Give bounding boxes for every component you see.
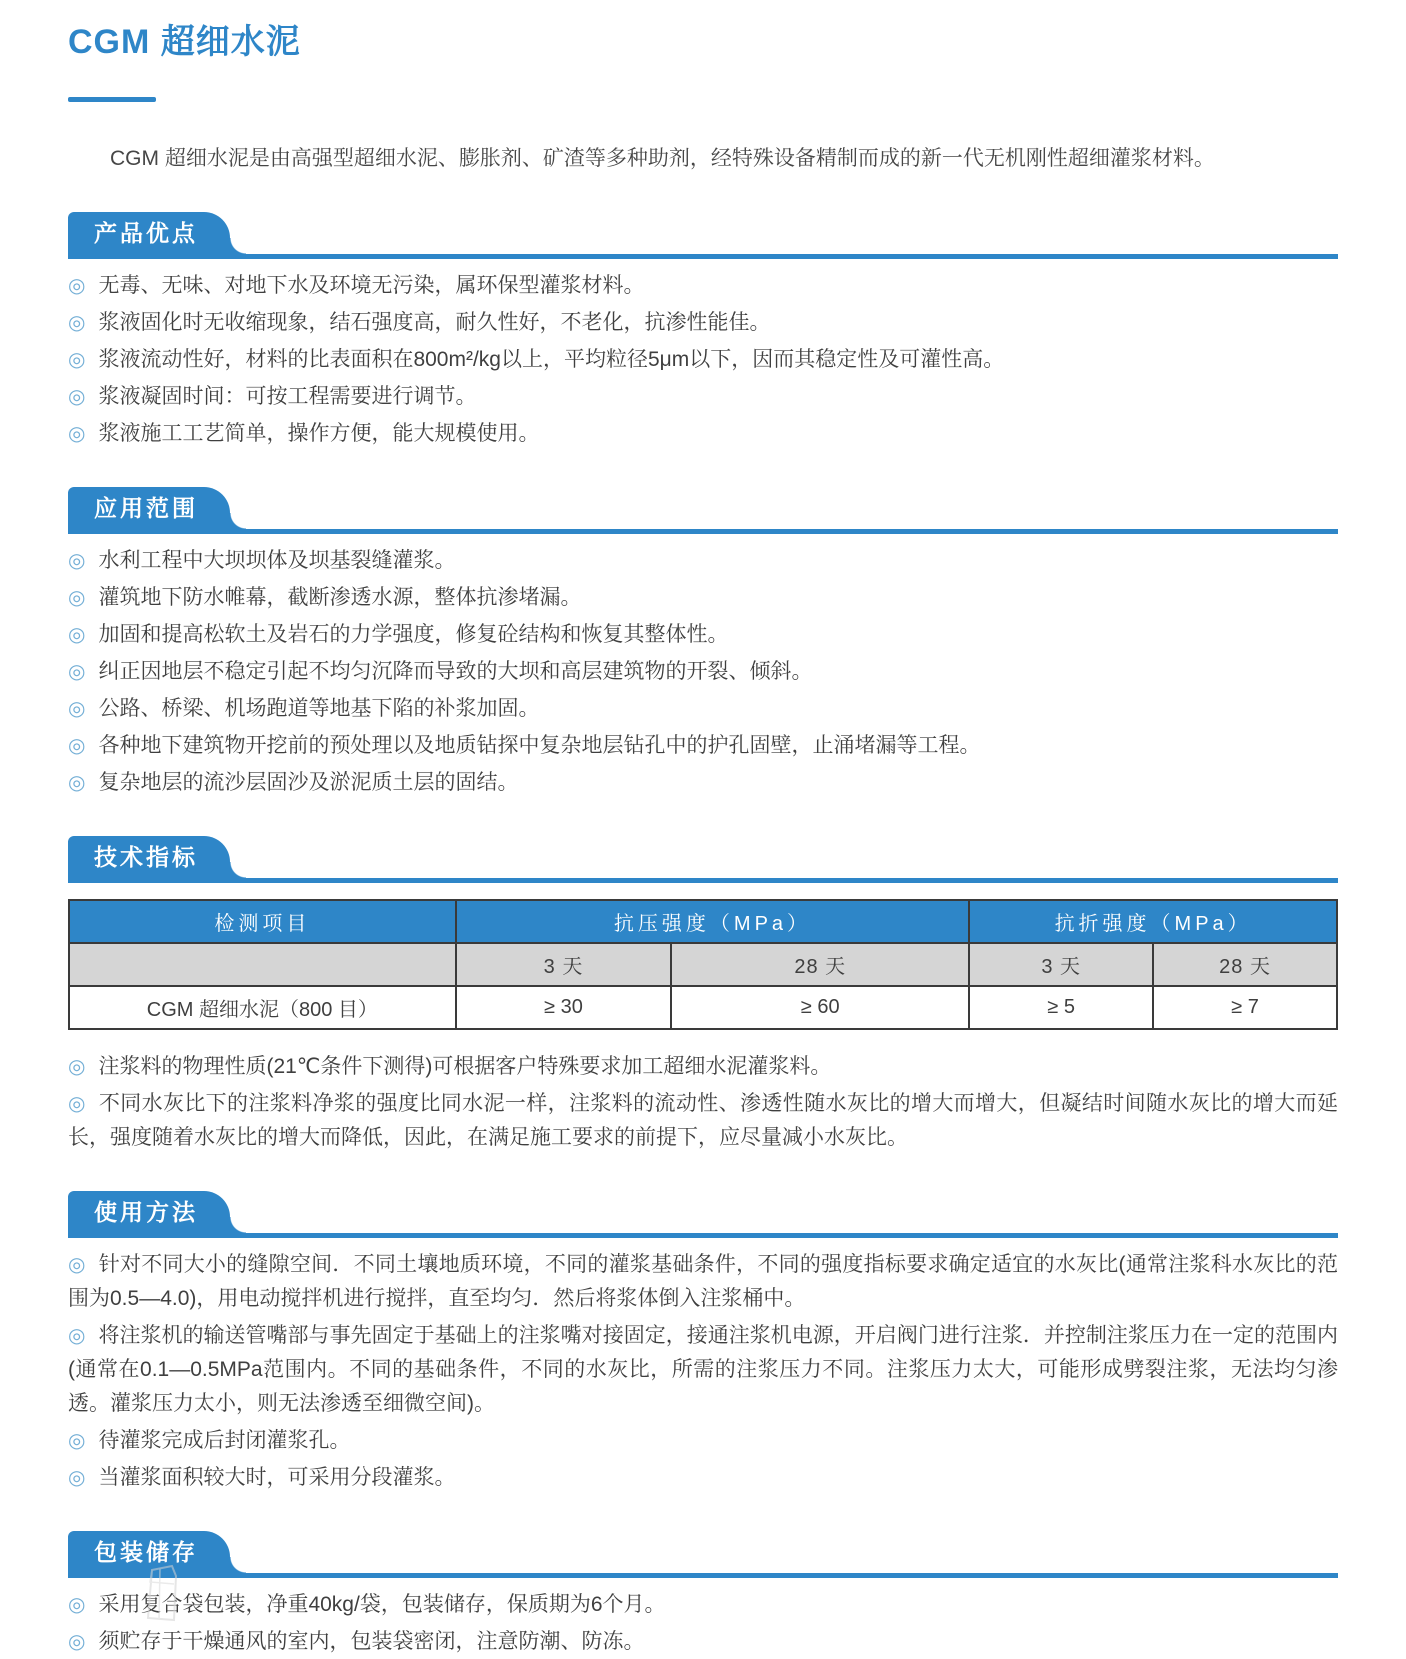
section-header-advantages — [68, 212, 1338, 259]
section-tech — [68, 836, 1338, 1155]
list-item-text: 灌筑地下防水帷幕，截断渗透水源，整体抗渗堵漏。 — [98, 585, 582, 609]
list-item — [68, 380, 1338, 414]
list-item-text: 浆液凝固时间：可按工程需要进行调节。 — [98, 384, 477, 408]
double-circle-bullet-icon: ◎ — [68, 1253, 86, 1276]
table-cell-value: ≥ 7 — [1153, 986, 1337, 1029]
section-heading-label: 技术指标 — [94, 843, 198, 870]
double-circle-bullet-icon: ◎ — [68, 1630, 86, 1653]
double-circle-bullet-icon: ◎ — [68, 274, 86, 297]
list-item — [68, 692, 1338, 726]
list-item-text: 公路、桥梁、机场跑道等地基下陷的补浆加固。 — [98, 696, 540, 720]
tech-notes-list — [68, 1050, 1338, 1155]
list-item — [68, 766, 1338, 800]
list-item-text: 各种地下建筑物开挖前的预处理以及地质钻探中复杂地层钻孔中的护孔固壁，止涌堵漏等工程。 — [98, 733, 981, 757]
double-circle-bullet-icon: ◎ — [68, 385, 86, 408]
double-circle-bullet-icon: ◎ — [68, 697, 86, 720]
double-circle-bullet-icon: ◎ — [68, 348, 86, 371]
table-subheader-row — [69, 943, 1337, 986]
list-item-text: 采用复合袋包装，净重40kg/袋，包装储存，保质期为6个月。 — [98, 1592, 666, 1616]
list-item-text: 复杂地层的流沙层固沙及淤泥质土层的固结。 — [98, 770, 519, 794]
page-title: CGM 超细水泥 — [68, 23, 301, 61]
list-item — [68, 1588, 1338, 1622]
list-item-text: 将注浆机的输送管嘴部与事先固定于基础上的注浆嘴对接固定，接通注浆机电源，开启阀门进行注浆．并控制注浆压力在一定的范围内(通常在0.1—0.5MPa范围内。不同的基础条件，不同的水灰比，所需的注浆压力不同。注浆压力太大，可能形成劈裂注浆，无法均匀渗透。灌浆压力太小，则无法渗透至细微空间)。 — [68, 1323, 1339, 1415]
packaging-list — [68, 1588, 1338, 1659]
list-item-text: 不同水灰比下的注浆料净浆的强度比同水泥一样，注浆料的流动性、渗透性随水灰比的增大而增大，但凝结时间随水灰比的增大而延长，强度随着水灰比的增大而降低，因此，在满足施工要求的前提下，应尽量减小水灰比。 — [68, 1091, 1338, 1149]
list-item — [68, 417, 1338, 451]
section-rule — [68, 254, 1338, 259]
list-item-text: 注浆料的物理性质(21℃条件下测得)可根据客户特殊要求加工超细水泥灌浆料。 — [98, 1054, 832, 1078]
section-heading-label: 包装储存 — [94, 1538, 198, 1565]
list-item — [68, 1050, 1338, 1084]
list-item — [68, 269, 1338, 303]
section-heading-label: 应用范围 — [94, 494, 198, 521]
list-item — [68, 544, 1338, 578]
table-subheader-28d: 28 天 — [671, 943, 969, 986]
list-item — [68, 1625, 1338, 1659]
section-advantages — [68, 212, 1338, 451]
double-circle-bullet-icon: ◎ — [68, 1092, 86, 1115]
section-packaging — [68, 1531, 1338, 1659]
list-item-text: 浆液固化时无收缩现象，结石强度高，耐久性好，不老化，抗渗性能佳。 — [98, 310, 771, 334]
spec-table — [68, 899, 1338, 1030]
section-header-scope — [68, 487, 1338, 534]
double-circle-bullet-icon: ◎ — [68, 660, 86, 683]
table-header-compressive-strength: 抗压强度（MPa） — [456, 900, 970, 943]
table-header-row — [69, 900, 1337, 943]
section-tab-advantages — [68, 212, 230, 254]
list-item-text: 水利工程中大坝坝体及坝基裂缝灌浆。 — [98, 548, 456, 572]
list-item — [68, 729, 1338, 763]
list-item — [68, 1248, 1338, 1316]
usage-list — [68, 1248, 1338, 1495]
advantages-list — [68, 269, 1338, 451]
list-item — [68, 618, 1338, 652]
list-item-text: 浆液施工工艺简单，操作方便，能大规模使用。 — [98, 421, 540, 445]
double-circle-bullet-icon: ◎ — [68, 771, 86, 794]
table-header-flexural-strength: 抗折强度（MPa） — [969, 900, 1337, 943]
section-header-usage — [68, 1191, 1338, 1238]
double-circle-bullet-icon: ◎ — [68, 1429, 86, 1452]
double-circle-bullet-icon: ◎ — [68, 549, 86, 572]
section-rule — [68, 529, 1338, 534]
section-heading-label: 产品优点 — [94, 219, 198, 246]
section-rule — [68, 878, 1338, 883]
list-item-text: 加固和提高松软土及岩石的力学强度，修复砼结构和恢复其整体性。 — [98, 622, 729, 646]
double-circle-bullet-icon: ◎ — [68, 734, 86, 757]
table-header-test-item: 检测项目 — [69, 900, 456, 943]
section-rule — [68, 1573, 1338, 1578]
section-usage — [68, 1191, 1338, 1495]
list-item-text: 待灌浆完成后封闭灌浆孔。 — [98, 1428, 351, 1452]
section-tab-scope — [68, 487, 230, 529]
double-circle-bullet-icon: ◎ — [68, 623, 86, 646]
list-item — [68, 1319, 1338, 1421]
section-heading-label: 使用方法 — [94, 1198, 198, 1225]
bag-outline-watermark-image — [138, 1562, 190, 1622]
double-circle-bullet-icon: ◎ — [68, 1593, 86, 1616]
section-tab-usage — [68, 1191, 230, 1233]
list-item-text: 纠正因地层不稳定引起不均匀沉降而导致的大坝和高层建筑物的开裂、倾斜。 — [98, 659, 813, 683]
double-circle-bullet-icon: ◎ — [68, 586, 86, 609]
list-item — [68, 1087, 1338, 1155]
list-item-text: 针对不同大小的缝隙空间．不同土壤地质环境，不同的灌浆基础条件，不同的强度指标要求确定适宜的水灰比(通常注浆科水灰比的范围为0.5—4.0)，用电动搅拌机进行搅拌，直至均匀．然后将浆体倒入注浆桶中。 — [68, 1252, 1338, 1310]
table-subheader-3d: 3 天 — [969, 943, 1153, 986]
list-item-text: 无毒、无味、对地下水及环境无污染，属环保型灌浆材料。 — [98, 273, 645, 297]
section-scope — [68, 487, 1338, 800]
table-cell-value: ≥ 30 — [456, 986, 672, 1029]
section-header-packaging — [68, 1531, 1338, 1578]
list-item — [68, 1424, 1338, 1458]
intro-paragraph: CGM 超细水泥是由高强型超细水泥、膨胀剂、矿渣等多种助剂，经特殊设备精制而成的新一代无机刚性超细灌浆材料。 — [110, 147, 1215, 170]
table-cell-product-name: CGM 超细水泥（800 目） — [69, 986, 456, 1029]
list-item-text: 浆液流动性好，材料的比表面积在800m²/kg以上，平均粒径5μm以下，因而其稳定性及可灌性高。 — [98, 347, 1005, 371]
list-item — [68, 581, 1338, 615]
list-item — [68, 1461, 1338, 1495]
title-underline-dash — [68, 97, 156, 102]
scope-list — [68, 544, 1338, 800]
table-subheader-3d: 3 天 — [456, 943, 672, 986]
table-subheader-28d: 28 天 — [1153, 943, 1337, 986]
list-item — [68, 655, 1338, 689]
table-cell-value: ≥ 60 — [671, 986, 969, 1029]
table-subheader-empty — [69, 943, 456, 986]
double-circle-bullet-icon: ◎ — [68, 311, 86, 334]
double-circle-bullet-icon: ◎ — [68, 1324, 86, 1347]
table-data-row — [69, 986, 1337, 1029]
table-cell-value: ≥ 5 — [969, 986, 1153, 1029]
section-rule — [68, 1233, 1338, 1238]
section-header-tech — [68, 836, 1338, 883]
list-item — [68, 343, 1338, 377]
double-circle-bullet-icon: ◎ — [68, 1466, 86, 1489]
double-circle-bullet-icon: ◎ — [68, 1055, 86, 1078]
section-tab-tech — [68, 836, 230, 878]
list-item-text: 当灌浆面积较大时，可采用分段灌浆。 — [98, 1465, 456, 1489]
list-item — [68, 306, 1338, 340]
double-circle-bullet-icon: ◎ — [68, 422, 86, 445]
list-item-text: 须贮存于干燥通风的室内，包装袋密闭，注意防潮、防冻。 — [98, 1629, 645, 1653]
